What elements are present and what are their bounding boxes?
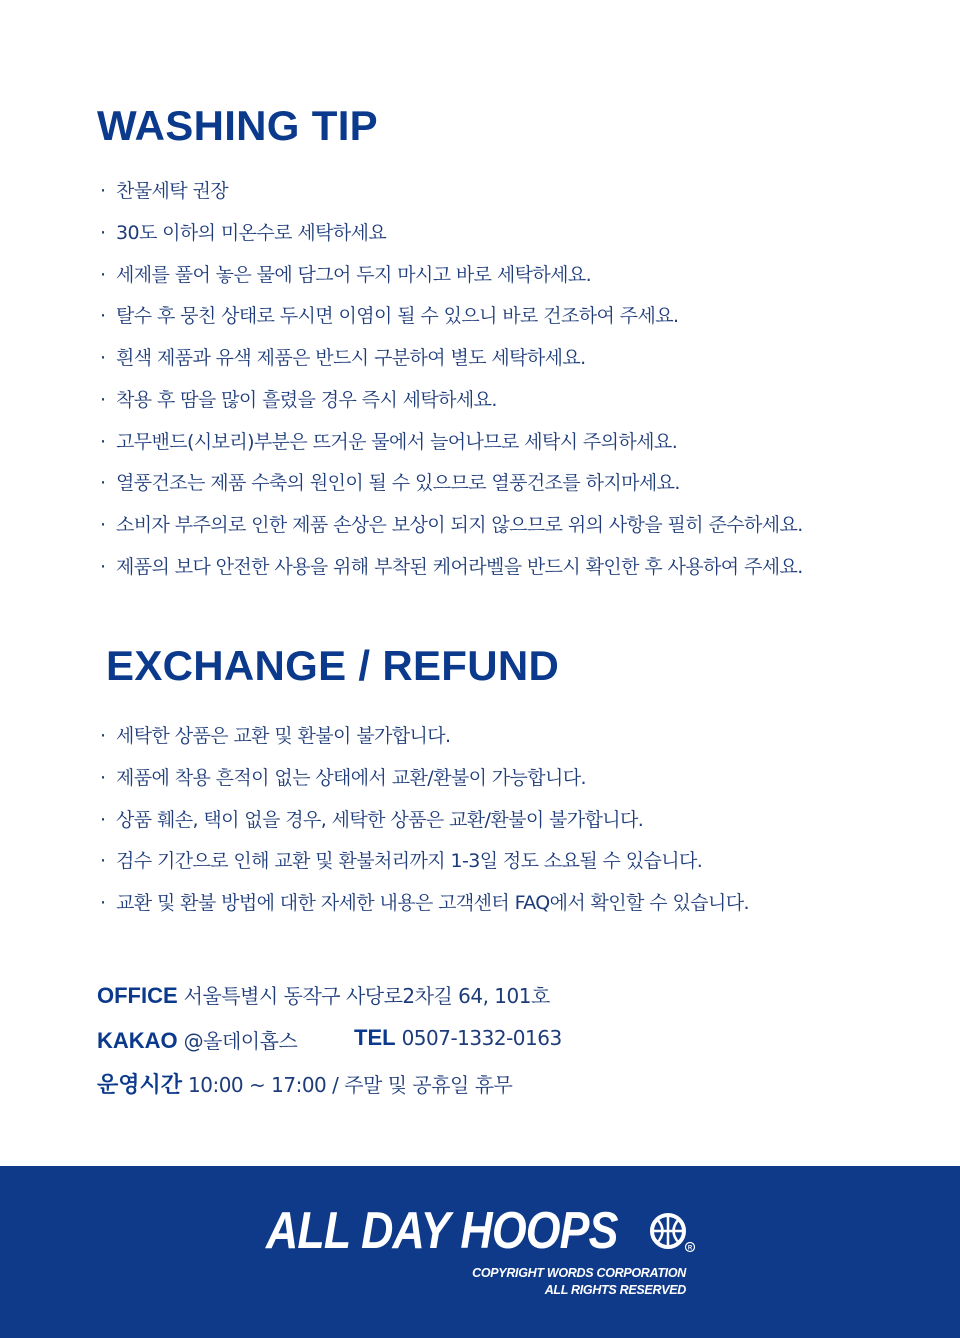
bullet-dot: · [100,263,106,286]
list-item: · 고무밴드(시보리)부분은 뜨거운 물에서 늘어나므로 세탁시 주의하세요. [100,427,803,469]
bullet-dot: · [100,221,106,244]
operating-hours [97,1068,512,1099]
tel-value[interactable]: 0507-1332-0163 [401,1026,562,1050]
office-value: 서울특별시 동작구 사당로2차길 64, 101호 [183,984,550,1008]
list-item: · 탈수 후 뭉친 상태로 두시면 이염이 될 수 있으니 바로 건조하여 주세요. [100,301,803,343]
list-item: · 제품의 보다 안전한 사용을 위해 부착된 케어라벨을 반드시 확인한 후 사용하여 주세요. [100,552,803,594]
kakao-label: KAKAO [97,1028,178,1053]
bullet-dot: · [100,850,106,873]
bullet-dot: · [100,180,106,202]
bullet-dot: · [100,430,106,453]
tel-label: TEL [354,1025,396,1050]
list-item: · 착용 후 땀을 많이 흘렸을 경우 즉시 세탁하세요. [100,385,803,427]
washing-tip-list [100,176,803,594]
copyright-line-2: ALL RIGHTS RESERVED [544,1283,686,1297]
list-item: · 흰색 제품과 유색 제품은 반드시 구분하여 별도 세탁하세요. [100,343,803,385]
tel-contact [354,1025,562,1051]
copyright-line-1: COPYRIGHT WORDS CORPORATION [472,1266,686,1280]
list-item: · 상품 훼손, 택이 없을 경우, 세탁한 상품은 교환/환불이 불가합니다. [100,805,749,847]
bullet-dot: · [100,555,106,578]
list-item: · 찬물세탁 권장 [100,176,803,218]
basketball-registered-icon [646,1211,698,1257]
list-item: · 세제를 풀어 놓은 물에 담그어 두지 마시고 바로 세탁하세요. [100,260,803,302]
bullet-dot: · [100,388,106,411]
list-item: · 제품에 착용 흔적이 없는 상태에서 교환/환불이 가능합니다. [100,763,749,805]
bullet-dot: · [100,892,106,914]
washing-tip-title: WASHING TIP [97,102,378,149]
hours-value: 10:00 ~ 17:00 / 주말 및 공휴일 휴무 [188,1073,513,1097]
bullet-dot: · [100,472,106,495]
list-item: · 검수 기간으로 인해 교환 및 환불처리까지 1-3일 정도 소요될 수 있습니다. [100,846,749,888]
brand-name: ALL DAY HOOPS [266,1202,618,1260]
kakao-contact [97,1025,297,1054]
list-item: · 30도 이하의 미온수로 세탁하세요 [100,218,803,260]
bullet-dot: · [100,725,106,747]
exchange-refund-list [100,721,749,930]
office-address [97,980,550,1009]
brand-logo [266,1200,693,1262]
svg-text:R: R [687,1245,693,1252]
list-item: · 교환 및 환불 방법에 대한 자세한 내용은 고객센터 FAQ에서 확인할 수 있습니다. [100,888,749,930]
list-item: · 소비자 부주의로 인한 제품 손상은 보상이 되지 않으므로 위의 사항을 필히 준수하세요. [100,510,803,552]
bullet-dot: · [100,514,106,536]
exchange-refund-title: EXCHANGE / REFUND [106,642,560,689]
office-label: OFFICE [97,983,178,1008]
bullet-dot: · [100,347,106,369]
list-item: · 세탁한 상품은 교환 및 환불이 불가합니다. [100,721,749,763]
list-item: · 열풍건조는 제품 수축의 원인이 될 수 있으므로 열풍건조를 하지마세요. [100,468,803,510]
bullet-dot: · [100,808,106,831]
hours-label: 운영시간 [97,1072,183,1097]
bullet-dot: · [100,766,106,789]
bullet-dot: · [100,305,106,328]
kakao-value[interactable]: @올데이홉스 [183,1029,298,1053]
